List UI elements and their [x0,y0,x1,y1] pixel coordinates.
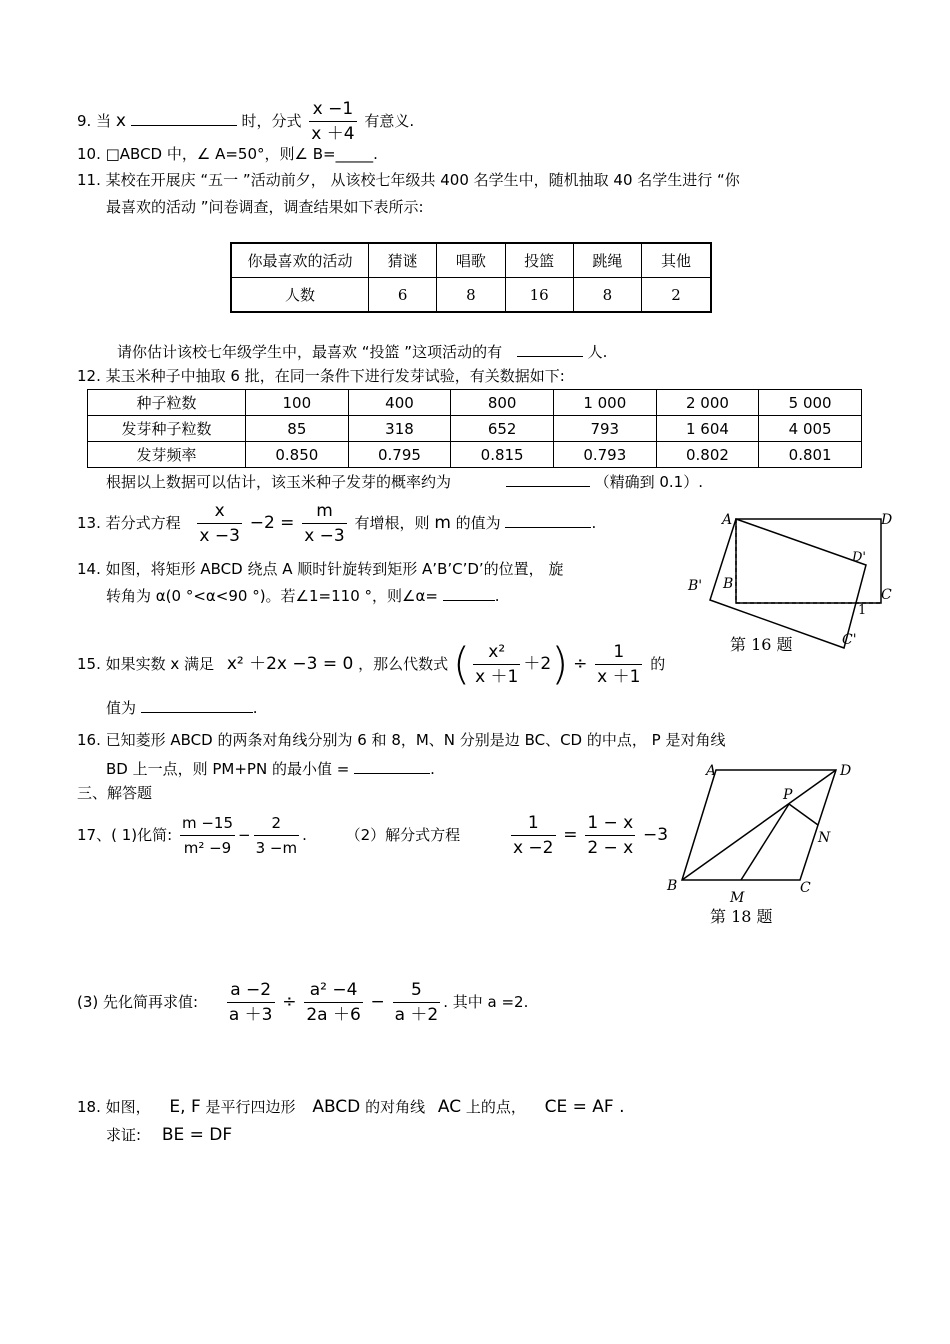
fig18-label-c: C [800,880,811,896]
q16-line1: 16. 已知菱形 ABCD 的两条对角线分别为 6 和 8，M、N 分别是边 BC、CD 的中点， P 是对角线 [77,731,726,749]
q12-line1: 12. 某玉米种子中抽取 6 批，在同一条件下进行发芽试验，有关数据如下: [77,367,565,385]
q15-line: 15. 如果实数 x 满足 x² ＋2x −3 = 0 ，那么代数式 ( $\frac{\text{x²}}{x +1}$ ＋2) ÷ $\frac{1}{x +1}$ 的 [77,638,666,690]
right-paren: ) [551,638,569,690]
q14-blank [443,585,495,601]
fig16-label-a: A [722,512,733,528]
q17-fraction-d: $\frac{1 - x}{2 - x}$ [587,813,634,858]
fig16-label-angle-1: 1 [858,603,867,618]
figure-18 [664,756,874,928]
fig18-label-b: B [667,878,678,894]
q17-fraction-g: $\frac{5}{a +2}$ [394,980,439,1025]
fig16-label-d-prime: D' [852,550,866,565]
fig18-label-n: N [818,830,831,846]
q9-fraction: $\frac{x -1}{x +4}$ [311,99,355,144]
q12-after: 根据以上数据可以估计，该玉米种子发芽的概率约为 （精确到 0.1）. [106,473,703,491]
q11-blank [517,341,583,357]
q17-line: 17、( 1)化简: $\frac{m -15}{\text{m² −9}}$ − $\frac{2}{3 -m}$ . （2）解分式方程 $\frac{1}{x -2}$ = $\frac{1 - x}{2 - x}$ −3 [77,813,669,858]
fig18-label-p: P [783,787,793,803]
q17-fraction-e: $\frac{a -2}{a +3}$ [228,980,273,1025]
fig16-caption: 第 16 题 [730,635,793,654]
q17-fraction-b: $\frac{2}{3 -m}$ [255,814,298,857]
fig16-label-c: C [881,587,892,603]
table-row: 发芽频率 0.850 0.795 0.815 0.793 0.802 0.801 [88,442,862,468]
table-row: 种子粒数 100 400 800 1 000 2 000 5 000 [88,390,862,416]
q16-blank [354,758,430,774]
fig16-label-b: B [723,576,734,592]
fig18-label-d: D [840,763,852,779]
q14-line2: 转角为 α(0 °<α<90 °)。若∠1=110 °，则∠α= . [106,587,500,605]
q17-fraction-f: $\frac{\text{a² −4}}{2a +6}$ [306,980,361,1025]
section-title: 三、解答题 [77,784,153,802]
q12-blank [506,471,590,487]
q15-inner-fraction: $\frac{\text{x²}}{x +1}$ [475,642,519,687]
diagonal-bd [682,770,836,880]
q15-blank [141,697,253,713]
q11-table [230,242,712,313]
q17-fraction-c: $\frac{1}{x -2}$ [512,813,554,858]
q12-table [87,389,862,468]
q10-line: 10. □ABCD 中，∠ A=50°，则∠ B=_____. [77,145,378,163]
q17-part3-line: (3) 先化简再求值: $\frac{a -2}{a +3}$ ÷ $\frac{\text{a² −4}}{2a +6}$ − $\frac{5}{a +2}$ . 其中 a =2. [77,980,529,1025]
table-row: 你最喜欢的活动 猜谜 唱歌 投篮 跳绳 其他 [231,243,711,278]
q15-outer-fraction: $\frac{1}{x +1}$ [597,642,641,687]
fig16-label-d: D [881,512,893,528]
q13-line: 13. 若分式方程 $\frac{x}{x -3}$ −2 = $\frac{m}{x -3}$ 有增根，则 m 的值为 . [77,501,597,546]
q16-line2: BD 上一点，则 PM+PN 的最小值 = . [106,760,435,778]
left-paren: ( [452,638,471,690]
q9-line: 9. 当 x 时，分式 $\frac{x -1}{x +4}$ 有意义. [77,99,415,144]
q13-fraction-1: $\frac{x}{x -3}$ [199,501,240,546]
q18-line1: 18. 如图， E, F 是平行四边形 ABCD 的对角线 AC 上的点， CE = AF . [77,1097,625,1117]
q9-blank [131,110,237,126]
q17-fraction-a: $\frac{m -15}{\text{m² −9}}$ [181,814,233,857]
q11-line2: 最喜欢的活动 ”问卷调查，调查结果如下表所示: [106,198,424,216]
fig18-label-m: M [730,890,745,906]
fig16-label-b-prime: B' [688,578,703,594]
fig18-label-a: A [706,763,717,779]
table-row: 发芽种子粒数 85 318 652 793 1 604 4 005 [88,416,862,442]
table-row: 人数 6 8 16 8 2 [231,278,711,313]
q11-question: 请你估计该校七年级学生中，最喜欢 “投篮 ”这项活动的有 人. [117,343,608,361]
q18-line2: 求证: BE = DF [106,1125,233,1145]
rectangle-a-b-c-d-prime [710,519,866,648]
q15-line2: 值为 . [106,699,258,717]
fig18-caption: 第 18 题 [710,907,773,926]
fig16-label-c-prime: C' [842,632,857,648]
q11-line1: 11. 某校在开展庆 “五一 ”活动前夕， 从该校七年级共 400 名学生中，随机抽取 40 名学生进行 “你 [77,171,740,189]
q13-fraction-2: $\frac{m}{x -3}$ [304,501,345,546]
q14-line1: 14. 如图，将矩形 ABCD 绕点 A 顺时针旋转到矩形 A’B’C’D’的位置， 旋 [77,560,564,578]
figure-16 [682,508,902,658]
q13-blank [505,512,591,528]
